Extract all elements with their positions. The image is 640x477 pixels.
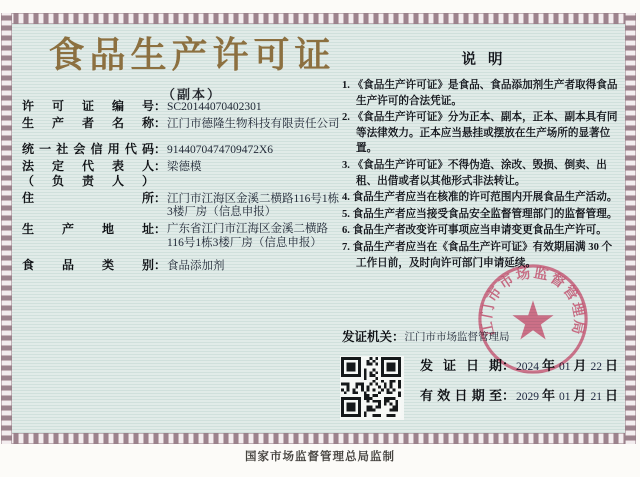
field-row-credit-code bbox=[22, 142, 342, 157]
border-ornament-right bbox=[625, 13, 636, 444]
license-fields bbox=[22, 99, 342, 275]
field-row-address bbox=[22, 222, 342, 251]
instructions-panel bbox=[342, 48, 622, 272]
issuing-authority-value: 江门市市场监督管理局 bbox=[404, 332, 510, 343]
issue-year: 2024 bbox=[516, 361, 539, 373]
instruction-item: 3. 《食品生产许可证》不得伪造、涂改、毁损、倒卖、出租、出借或者以其他形式非法转让。 bbox=[342, 159, 607, 187]
field-colon: ： bbox=[154, 221, 167, 236]
field-colon: ： bbox=[154, 99, 167, 113]
day-unit: 日 bbox=[605, 358, 619, 373]
field-label: 生产地址 bbox=[22, 221, 154, 236]
field-label: 食品类别 bbox=[22, 258, 154, 272]
field-colon: ： bbox=[392, 330, 405, 344]
instruction-item: 6. 食品生产者改变许可事项应当申请变更食品生产许可。 bbox=[342, 225, 607, 237]
certificate-frame bbox=[1, 13, 636, 444]
field-row-license-no bbox=[22, 99, 342, 114]
qr-code-container bbox=[340, 356, 404, 420]
field-value-residence: 江门市江海区金溪二横路116号1栋3楼厂房（信息申报） bbox=[167, 192, 340, 218]
year-unit: 年 bbox=[542, 358, 556, 373]
border-ornament-left bbox=[1, 13, 12, 444]
bottom-imprint: 国家市场监督管理总局监制 bbox=[245, 451, 395, 463]
field-value-license-no: SC20144070402301 bbox=[167, 100, 262, 113]
field-colon: ： bbox=[154, 191, 167, 205]
instruction-item: 7. 食品生产者应当在《食品生产许可证》有效期届满 30 个工作日前，及时向许可部门申请延续。 bbox=[342, 241, 613, 269]
field-value-legal-rep: 梁德模 bbox=[167, 160, 202, 173]
valid-day: 21 bbox=[590, 391, 603, 403]
field-label-legal-rep: 法定代表人 （负责人） bbox=[22, 159, 154, 188]
field-value-category: 食品添加剂 bbox=[167, 259, 225, 272]
year-unit: 年 bbox=[542, 388, 556, 403]
valid-until-row bbox=[420, 385, 625, 404]
month-unit: 月 bbox=[573, 388, 587, 403]
issuing-authority-label: 发证机关 bbox=[342, 330, 393, 344]
field-colon: ： bbox=[502, 388, 516, 403]
seal-text: 江门市市场监督管理局 bbox=[479, 265, 587, 338]
month-unit: 月 bbox=[573, 358, 587, 373]
instruction-item: 5. 食品生产者应当接受食品安全监督管理部门的监督管理。 bbox=[342, 208, 618, 220]
field-label: 统一社会信用代码 bbox=[22, 142, 154, 156]
field-row-category bbox=[22, 258, 342, 273]
instruction-item: 4. 食品生产者应当在核准的许可范围内开展食品生产活动。 bbox=[342, 192, 618, 204]
instructions-title: 说明 bbox=[461, 52, 515, 68]
field-row-residence bbox=[22, 191, 342, 220]
field-value-credit-code: 9144070474709472X6 bbox=[167, 143, 274, 156]
instruction-item: 2. 《食品生产许可证》分为正本、副本，正本、副本具有同等法律效力。正本应当悬挂或摆放在生产场所的显著位置。 bbox=[342, 112, 618, 155]
day-unit: 日 bbox=[605, 388, 619, 403]
valid-until-label: 有效日期至 bbox=[420, 388, 502, 403]
title-area bbox=[40, 36, 344, 103]
field-label: 许可证编号 bbox=[22, 99, 154, 113]
issue-date-label: 发证日期 bbox=[420, 358, 502, 373]
certificate-subtitle: （副本） bbox=[161, 86, 222, 102]
field-label: 生产者名称 bbox=[22, 116, 154, 130]
official-seal-icon bbox=[474, 260, 592, 378]
seal-star-icon bbox=[512, 300, 553, 339]
field-row-legal-rep bbox=[22, 159, 342, 189]
field-colon: ： bbox=[154, 116, 167, 130]
field-row-producer bbox=[22, 116, 342, 131]
issue-day: 22 bbox=[590, 361, 603, 373]
field-value-producer: 江门市德隆生物科技有限责任公司 bbox=[167, 117, 340, 130]
field-value-address: 广东省江门市江海区金溪二横路116号1栋3楼厂房（信息申报） bbox=[167, 223, 328, 249]
field-colon: ： bbox=[154, 142, 167, 156]
qr-code bbox=[341, 357, 401, 417]
valid-year: 2029 bbox=[516, 391, 539, 403]
border-ornament-bottom bbox=[1, 433, 636, 444]
field-colon: ： bbox=[154, 159, 167, 173]
field-label: 住所 bbox=[22, 191, 154, 205]
border-ornament-top bbox=[1, 13, 636, 24]
issue-month: 01 bbox=[559, 361, 571, 373]
field-colon: ： bbox=[154, 258, 167, 272]
instruction-item: 1. 《食品生产许可证》是食品、食品添加剂生产者取得食品生产许可的合法凭证。 bbox=[342, 80, 618, 107]
valid-month: 01 bbox=[559, 391, 571, 403]
certificate-title: 食品生产许可证 bbox=[48, 35, 336, 75]
field-colon: ： bbox=[502, 358, 516, 373]
certificate-body bbox=[12, 24, 625, 433]
